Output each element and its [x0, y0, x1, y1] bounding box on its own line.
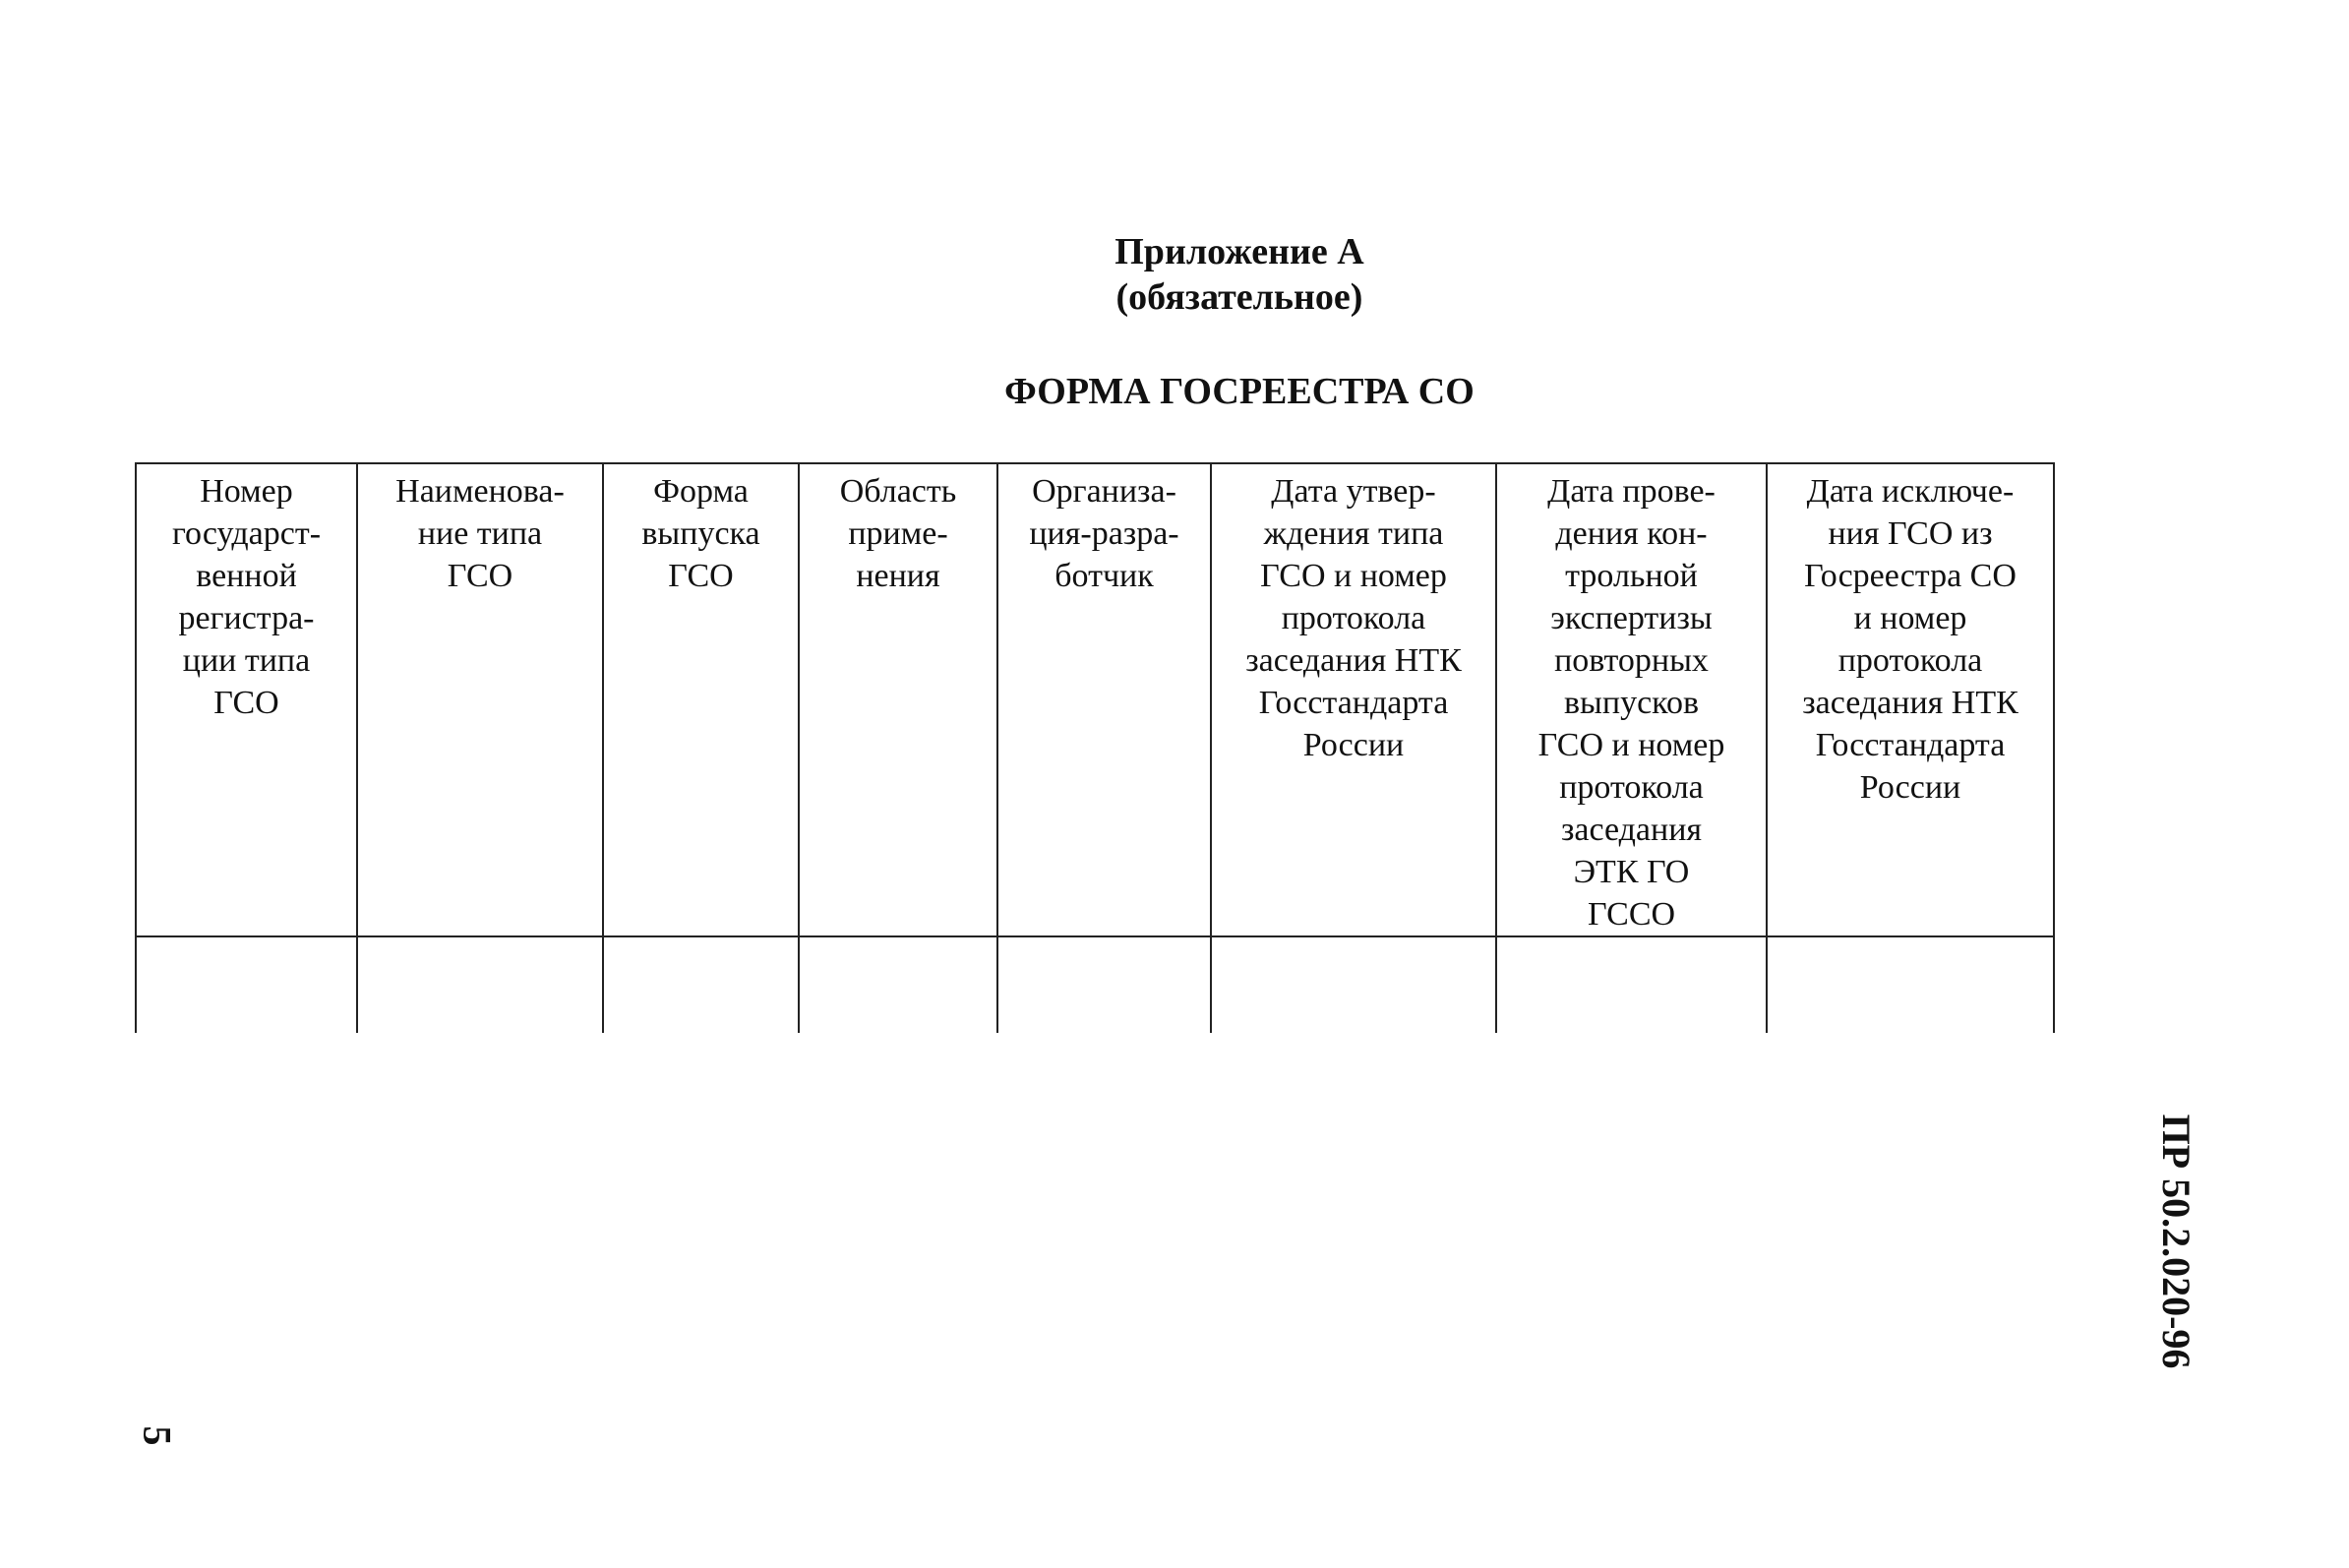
- column-header-type-name: Наименова- ние типа ГСО: [357, 463, 603, 936]
- table-cell: [136, 936, 357, 1033]
- column-header-application-area: Область приме- нения: [799, 463, 997, 936]
- appendix-title: Приложение А: [1114, 231, 1364, 272]
- column-header-control-expertise-date: Дата прове- дения кон- трольной экспертизы повторных выпусков ГСО и номер протокола заседания ЭТК ГО ГССО: [1496, 463, 1767, 936]
- column-header-release-form: Форма выпуска ГСО: [603, 463, 799, 936]
- column-header-exclusion-date: Дата исключе- ния ГСО из Госреестра СО и номер протокола заседания НТК Госстандарта России: [1767, 463, 2054, 936]
- table-cell: [357, 936, 603, 1033]
- page-number: 5: [135, 1425, 180, 1446]
- appendix-subtitle: (обязательное): [1115, 276, 1363, 318]
- table-row: [136, 936, 2054, 1033]
- table-header-row: [136, 463, 2054, 936]
- form-title: ФОРМА ГОСРЕЕСТРА СО: [1004, 371, 1475, 412]
- column-header-registration-number: Номер государст- венной регистра- ции типа ГСО: [136, 463, 357, 936]
- table-cell: [1496, 936, 1767, 1033]
- table-cell: [603, 936, 799, 1033]
- column-header-developer: Организа- ция-разра- ботчик: [997, 463, 1211, 936]
- table-cell: [799, 936, 997, 1033]
- column-header-approval-date: Дата утвер- ждения типа ГСО и номер протокола заседания НТК Госстандарта России: [1211, 463, 1496, 936]
- table-cell: [997, 936, 1211, 1033]
- document-code: ПР 50.2.020-96: [2154, 1114, 2198, 1369]
- register-form-table: [135, 462, 2055, 1033]
- table-cell: [1211, 936, 1496, 1033]
- table-cell: [1767, 936, 2054, 1033]
